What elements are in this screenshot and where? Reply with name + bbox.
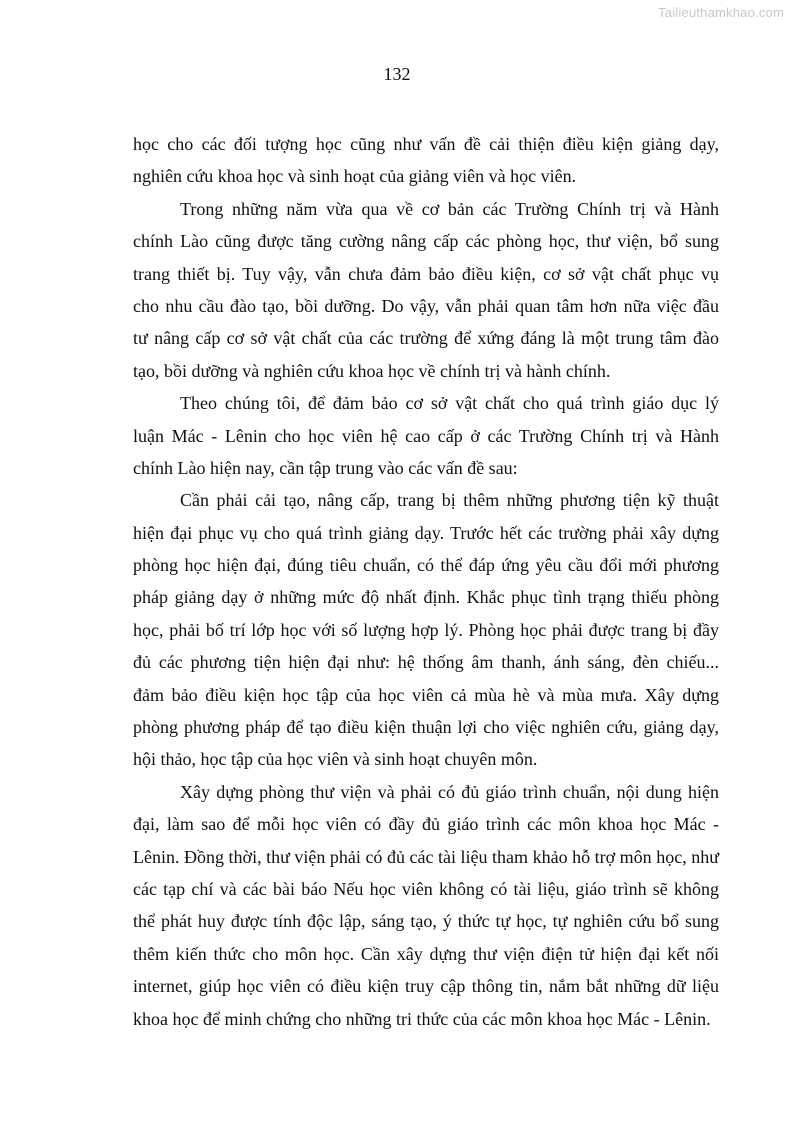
text-line: phòng phương pháp để tạo điều kiện thuận lợi cho việc nghiên cứu, giảng dạy, [133, 717, 719, 738]
text-line: Cần phải cải tạo, nâng cấp, trang bị thêm những phương tiện kỹ thuật [180, 490, 719, 511]
text-line: học cho các đối tượng học cũng như vấn đề cải thiện điều kiện giảng dạy, [133, 134, 719, 154]
text-line: Theo chúng tôi, để đảm bảo cơ sở vật chất cho quá trình giáo dục lý [180, 393, 719, 414]
text-line: khoa học để minh chứng cho những tri thức của các môn khoa học Mác - Lênin. [133, 1008, 711, 1029]
text-line: nghiên cứu khoa học và sinh hoạt của giảng viên và học viên. [133, 166, 577, 187]
text-line: tư nâng cấp cơ sở vật chất của các trường để xứng đáng là một trung tâm đào [133, 328, 719, 349]
text-line: đủ các phương tiện hiện đại như: hệ thống âm thanh, ánh sáng, đèn chiếu... [133, 652, 719, 673]
text-line: pháp giảng dạy ở những mức độ nhất định. Khắc phục tình trạng thiếu phòng [133, 587, 719, 608]
watermark: Tailieuthamkhao.com [658, 5, 784, 20]
text-line: luận Mác - Lênin cho học viên hệ cao cấp ở các Trường Chính trị và Hành [133, 425, 719, 446]
text-line: các tạp chí và các bài báo Nếu học viên không có tài liệu, giáo trình sẽ không [133, 878, 719, 899]
text-line: phòng học hiện đại, đúng tiêu chuẩn, có thể đáp ứng yêu cầu đổi mới phương [133, 555, 719, 576]
text-line: hội thảo, học tập của học viên và sinh hoạt chuyên môn. [133, 749, 538, 770]
text-line: đại, làm sao để mỗi học viên có đầy đủ giáo trình các môn khoa học Mác - [133, 814, 719, 835]
text-line: internet, giúp học viên có điều kiện truy cập thông tin, nắm bắt những dữ liệu [133, 976, 719, 997]
text-line: Xây dựng phòng thư viện và phải có đủ giáo trình chuẩn, nội dung hiện [180, 781, 719, 802]
text-line: thể phát huy được tính độc lập, sáng tạo, ý thức tự học, tự nghiên cứu bổ sung [133, 911, 719, 932]
text-line: Lênin. Đồng thời, thư viện phải có đủ các tài liệu tham khảo hỗ trợ môn học, như [133, 846, 719, 867]
text-line: học, phải bố trí lớp học với số lượng hợp lý. Phòng học phải được trang bị đầy [133, 619, 719, 640]
text-line: cho nhu cầu đào tạo, bồi dưỡng. Do vậy, vẫn phải quan tâm hơn nữa việc đầu [133, 295, 719, 316]
text-line: tạo, bồi dưỡng và nghiên cứu khoa học về chính trị và hành chính. [133, 360, 611, 381]
document-body [133, 128, 719, 1035]
text-line: thêm kiến thức cho môn học. Cần xây dựng thư viện điện tử hiện đại kết nối [133, 943, 719, 964]
text-line: đảm bảo điều kiện học tập của học viên cả mùa hè và mùa mưa. Xây dựng [133, 684, 719, 705]
text-line: Trong những năm vừa qua về cơ bản các Trường Chính trị và Hành [180, 198, 719, 219]
text-line: chính Lào cũng được tăng cường nâng cấp các phòng học, thư viện, bổ sung [133, 231, 719, 252]
page-number: 132 [383, 64, 411, 84]
text-line: hiện đại phục vụ cho quá trình giảng dạy. Trước hết các trường phải xây dựng [133, 522, 719, 543]
text-line: trang thiết bị. Tuy vậy, vẫn chưa đảm bảo điều kiện, cơ sở vật chất phục vụ [133, 263, 719, 284]
text-line: chính Lào hiện nay, cần tập trung vào các vấn đề sau: [133, 457, 518, 478]
